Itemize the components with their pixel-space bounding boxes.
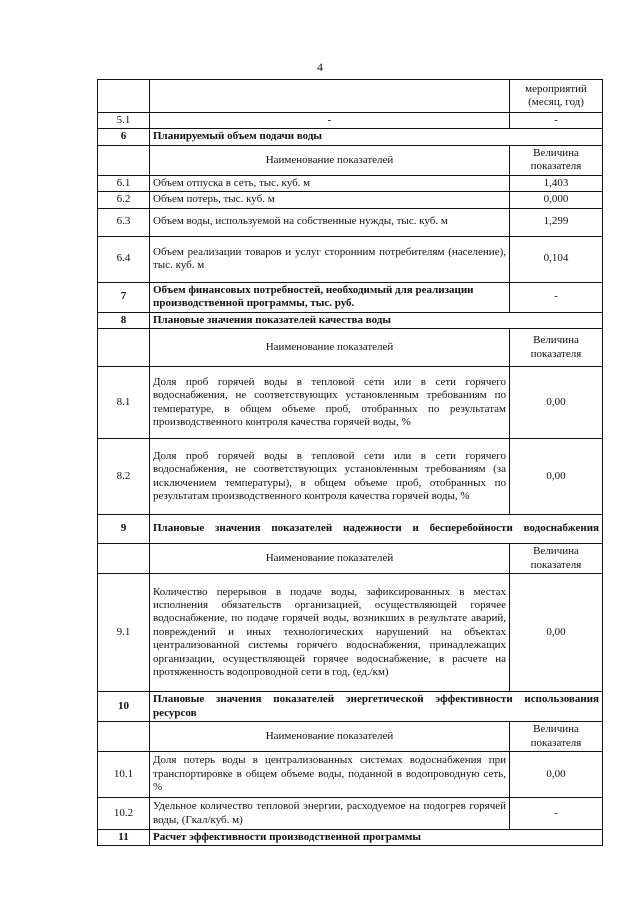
section-number: 8 [98, 312, 150, 328]
table-row [98, 752, 603, 798]
column-header-value: Величина показателя [510, 145, 603, 175]
column-header-name: Наименование показателей [150, 145, 510, 175]
table-row [98, 192, 603, 208]
row-number: 10.1 [98, 752, 150, 798]
row-value: 0,000 [510, 192, 603, 208]
column-header-row [98, 145, 603, 175]
row-name: Объем реализации товаров и услуг сторонним потребителям (население), тыс. куб. м [150, 236, 510, 282]
continued-header-cell: мероприятий (месяц, год) [510, 80, 603, 113]
row-value: - [510, 798, 603, 830]
page-number: 4 [317, 60, 323, 74]
row-name: Удельное количество тепловой энергии, расходуемое на подогрев горячей воды, (Гкал/куб. м) [150, 798, 510, 830]
table-row [98, 208, 603, 236]
table-row [98, 367, 603, 439]
row-number: 6.1 [98, 175, 150, 191]
cell-empty [98, 145, 150, 175]
section-title: Плановые значения показателей энергетической эффективности использования ресурсов [150, 692, 603, 722]
column-header-value: Величина показателя [510, 722, 603, 752]
row-number: 5.1 [98, 113, 150, 129]
row-value: 0,00 [510, 752, 603, 798]
row-name: - [150, 113, 510, 129]
section-title: Расчет эффективности производственной программы [150, 830, 603, 846]
section-row [98, 830, 603, 846]
section-row [98, 515, 603, 544]
row-name: Объем воды, используемой на собственные нужды, тыс. куб. м [150, 208, 510, 236]
column-header-row [98, 544, 603, 574]
table-row [98, 236, 603, 282]
column-header-name: Наименование показателей [150, 544, 510, 574]
column-header-value: Величина показателя [510, 544, 603, 574]
column-header-name: Наименование показателей [150, 329, 510, 367]
row-value: 0,00 [510, 574, 603, 692]
row-name: Доля проб горячей воды в тепловой сети или в сети горячего водоснабжения, не соответствующих установленным требованиям (за исключением температуры), в общем объеме проб, отобранных по результатам производственного контроля качества горячей воды, % [150, 439, 510, 515]
row-value: 1,299 [510, 208, 603, 236]
section-title: Плановые значения показателей надежности и бесперебойности водоснабжения [150, 515, 603, 544]
production-program-table [97, 79, 603, 846]
table-row [98, 798, 603, 830]
section-row [98, 282, 603, 312]
cell-empty [98, 329, 150, 367]
row-name: Количество перерывов в подаче воды, зафиксированных в местах исполнения обязательств организацией, осуществляющей горячее водоснабжение, по подаче горячей воды, возникших в результате аварий, повреждений и иных технологических нарушений на объектах централизованной системы горячего водоснабжения, принадлежащих организации, осуществляющей горячее водоснабжение, в расчете на протяженность водопроводной сети в год, (ед./км) [150, 574, 510, 692]
section-title: Объем финансовых потребностей, необходимый для реализации производственной программы, тыс. руб. [150, 282, 510, 312]
section-number: 7 [98, 282, 150, 312]
section-title: Плановые значения показателей качества воды [150, 312, 603, 328]
column-header-row [98, 722, 603, 752]
cell-empty [150, 80, 510, 113]
row-name: Объем отпуска в сеть, тыс. куб. м [150, 175, 510, 191]
row-value: 0,104 [510, 236, 603, 282]
continued-header-row [98, 80, 603, 113]
cell-empty [98, 722, 150, 752]
row-name: Доля проб горячей воды в тепловой сети или в сети горячего водоснабжения, не соответствующих установленным требованиям по температуре, в общем объеме проб, отобранных по результатам производственного контроля качества горячей воды, % [150, 367, 510, 439]
row-number: 10.2 [98, 798, 150, 830]
table-row [98, 113, 603, 129]
row-number: 6.4 [98, 236, 150, 282]
section-number: 10 [98, 692, 150, 722]
row-name: Объем потерь, тыс. куб. м [150, 192, 510, 208]
section-number: 6 [98, 129, 150, 145]
row-value: 1,403 [510, 175, 603, 191]
row-number: 9.1 [98, 574, 150, 692]
table-row [98, 175, 603, 191]
row-number: 6.3 [98, 208, 150, 236]
section-number: 9 [98, 515, 150, 544]
row-number: 8.2 [98, 439, 150, 515]
row-value: 0,00 [510, 439, 603, 515]
row-number: 8.1 [98, 367, 150, 439]
section-row [98, 129, 603, 145]
cell-empty [98, 544, 150, 574]
section-title: Планируемый объем подачи воды [150, 129, 603, 145]
section-row [98, 692, 603, 722]
row-value: - [510, 113, 603, 129]
cell-empty [98, 80, 150, 113]
column-header-value: Величина показателя [510, 329, 603, 367]
section-row [98, 312, 603, 328]
column-header-row [98, 329, 603, 367]
section-value: - [510, 282, 603, 312]
row-name: Доля потерь воды в централизованных системах водоснабжения при транспортировке в общем объеме воды, поданной в водопроводную сеть, % [150, 752, 510, 798]
section-number: 11 [98, 830, 150, 846]
column-header-name: Наименование показателей [150, 722, 510, 752]
row-number: 6.2 [98, 192, 150, 208]
row-value: 0,00 [510, 367, 603, 439]
table-row [98, 574, 603, 692]
table-row [98, 439, 603, 515]
